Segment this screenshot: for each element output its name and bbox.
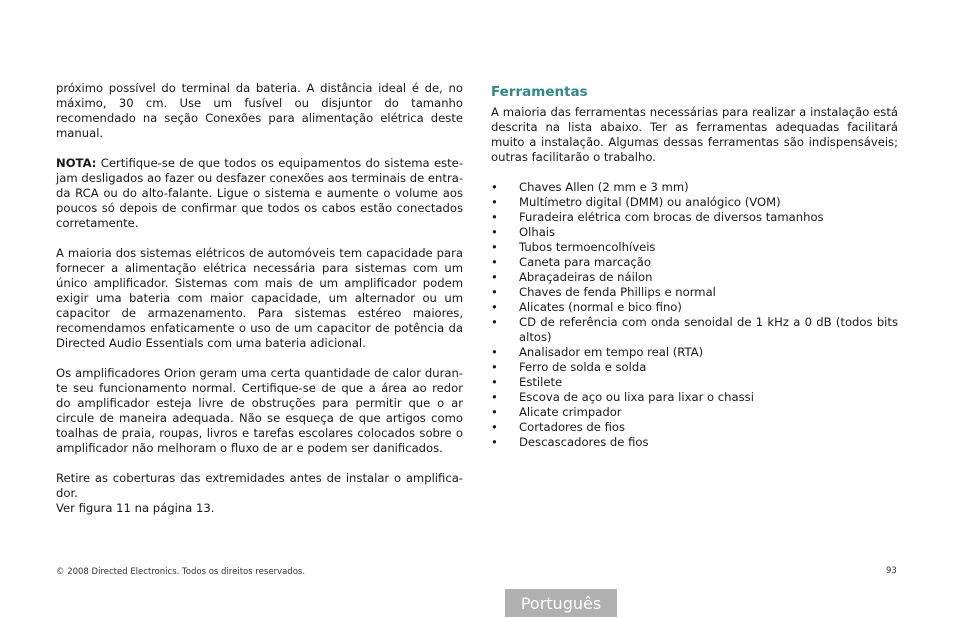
list-item-text: Caneta para marcação [519, 255, 651, 269]
list-item [491, 180, 898, 195]
section-heading-ferramentas: Ferramentas [491, 84, 588, 100]
list-item [491, 270, 898, 285]
list-item [491, 225, 898, 240]
bullet-icon: • [491, 180, 498, 194]
paragraph-end-covers: Retire as coberturas das extremidades antes de instalar o amplifica-dor. [56, 471, 463, 500]
bullet-icon: • [491, 285, 498, 299]
list-item-text: Furadeira elétrica com brocas de diversos tamanhos [519, 210, 824, 224]
copyright-notice: © 2008 Directed Electronics. Todos os direitos reservados. [56, 567, 306, 577]
list-item-text: Ferro de solda e solda [519, 360, 647, 374]
list-item [491, 390, 898, 405]
bullet-icon: • [491, 240, 498, 254]
paragraph-tools-intro: A maioria das ferramentas necessárias para realizar a instalação está descrita na lista abaixo. Ter as ferramentas adequadas facilitará muito a instalação. Algumas dessas ferramentas são indispensáveis; outras facilitarão o trabalho. [491, 105, 898, 164]
bullet-icon: • [491, 225, 498, 239]
list-item [491, 405, 898, 420]
list-item-text: CD de referência com onda senoidal de 1 kHz a 0 dB (todos bits altos) [519, 315, 898, 344]
list-item-text: Alicate crimpador [519, 405, 622, 419]
list-item [491, 300, 898, 315]
list-item [491, 360, 898, 375]
list-item [491, 435, 898, 450]
list-item [491, 345, 898, 360]
right-column [491, 84, 898, 450]
list-item [491, 285, 898, 300]
list-item-text: Chaves de fenda Phillips e normal [519, 285, 716, 299]
bullet-icon: • [491, 405, 498, 419]
list-item-text: Chaves Allen (2 mm e 3 mm) [519, 180, 689, 194]
bullet-icon: • [491, 315, 498, 329]
bullet-icon: • [491, 435, 498, 449]
bullet-icon: • [491, 420, 498, 434]
list-item-text: Analisador em tempo real (RTA) [519, 345, 704, 359]
list-item-text: Olhais [519, 225, 556, 239]
list-item [491, 315, 898, 345]
list-item [491, 420, 898, 435]
bullet-icon: • [491, 300, 498, 314]
page-number: 93 [886, 566, 897, 576]
nota-label: NOTA: [56, 156, 97, 170]
language-tab: Português [505, 589, 617, 617]
bullet-icon: • [491, 195, 498, 209]
paragraph-electrical-systems: A maioria dos sistemas elétricos de automóveis tem capacidade para fornecer a alimentação elétrica necessária para sistemas com um único amplificador. Sistemas com mais de um amplificador podem exigir uma bateria com maior capacidade, um alternador ou um capacitor de armazenamento. Para sistemas estéreo maiores, recomendamos enfaticamente o uso de um capacitor de potência da Directed Audio Essentials com uma bateria adicional. [56, 246, 463, 350]
nota-text: Certifique-se de que todos os equipamentos do sistema este-jam desligados ao fazer ou desfazer conexões aos terminais de entra-da RCA ou do alto-falante. Ligue o sistema e aumente o volume aos poucos só depois de confirmar que todos os cabos estão conectados corretamente. [56, 156, 463, 230]
bullet-icon: • [491, 390, 498, 404]
list-item-text: Abraçadeiras de náilon [519, 270, 653, 284]
left-column [56, 81, 463, 516]
list-item [491, 195, 898, 210]
paragraph-heat: Os amplificadores Orion geram uma certa quantidade de calor duran-te seu funcionamento normal. Certifique-se de que a área ao redor do amplificador esteja livre de obstruções para permitir que o ar circule de maneira adequada. Não se esqueça de que artigos como toalhas de praia, roupas, livros e tarefas escolares colocados sobre o amplificador não melhoram o fluxo de ar e podem ser danificados. [56, 366, 463, 455]
list-item-text: Tubos termoencolhíveis [519, 240, 656, 254]
bullet-icon: • [491, 375, 498, 389]
list-item-text: Cortadores de fios [519, 420, 626, 434]
paragraph-figure-reference: Ver figura 11 na página 13. [56, 501, 215, 515]
list-item [491, 375, 898, 390]
list-item-text: Escova de aço ou lixa para lixar o chassi [519, 390, 754, 404]
bullet-icon: • [491, 255, 498, 269]
bullet-icon: • [491, 345, 498, 359]
paragraph-battery-distance: próximo possível do terminal da bateria. A distância ideal é de, no máximo, 30 cm. Use um fusível ou disjuntor do tamanho recomendado na seção Conexões para alimentação elétrica deste manual. [56, 81, 463, 140]
paragraph-nota [56, 156, 463, 231]
bullet-icon: • [491, 210, 498, 224]
bullet-icon: • [491, 360, 498, 374]
tools-list [491, 180, 898, 450]
list-item [491, 210, 898, 225]
list-item [491, 240, 898, 255]
list-item-text: Descascadores de fios [519, 435, 649, 449]
bullet-icon: • [491, 270, 498, 284]
list-item-text: Estilete [519, 375, 563, 389]
list-item [491, 255, 898, 270]
list-item-text: Multímetro digital (DMM) ou analógico (VOM) [519, 195, 781, 209]
list-item-text: Alicates (normal e bico fino) [519, 300, 682, 314]
